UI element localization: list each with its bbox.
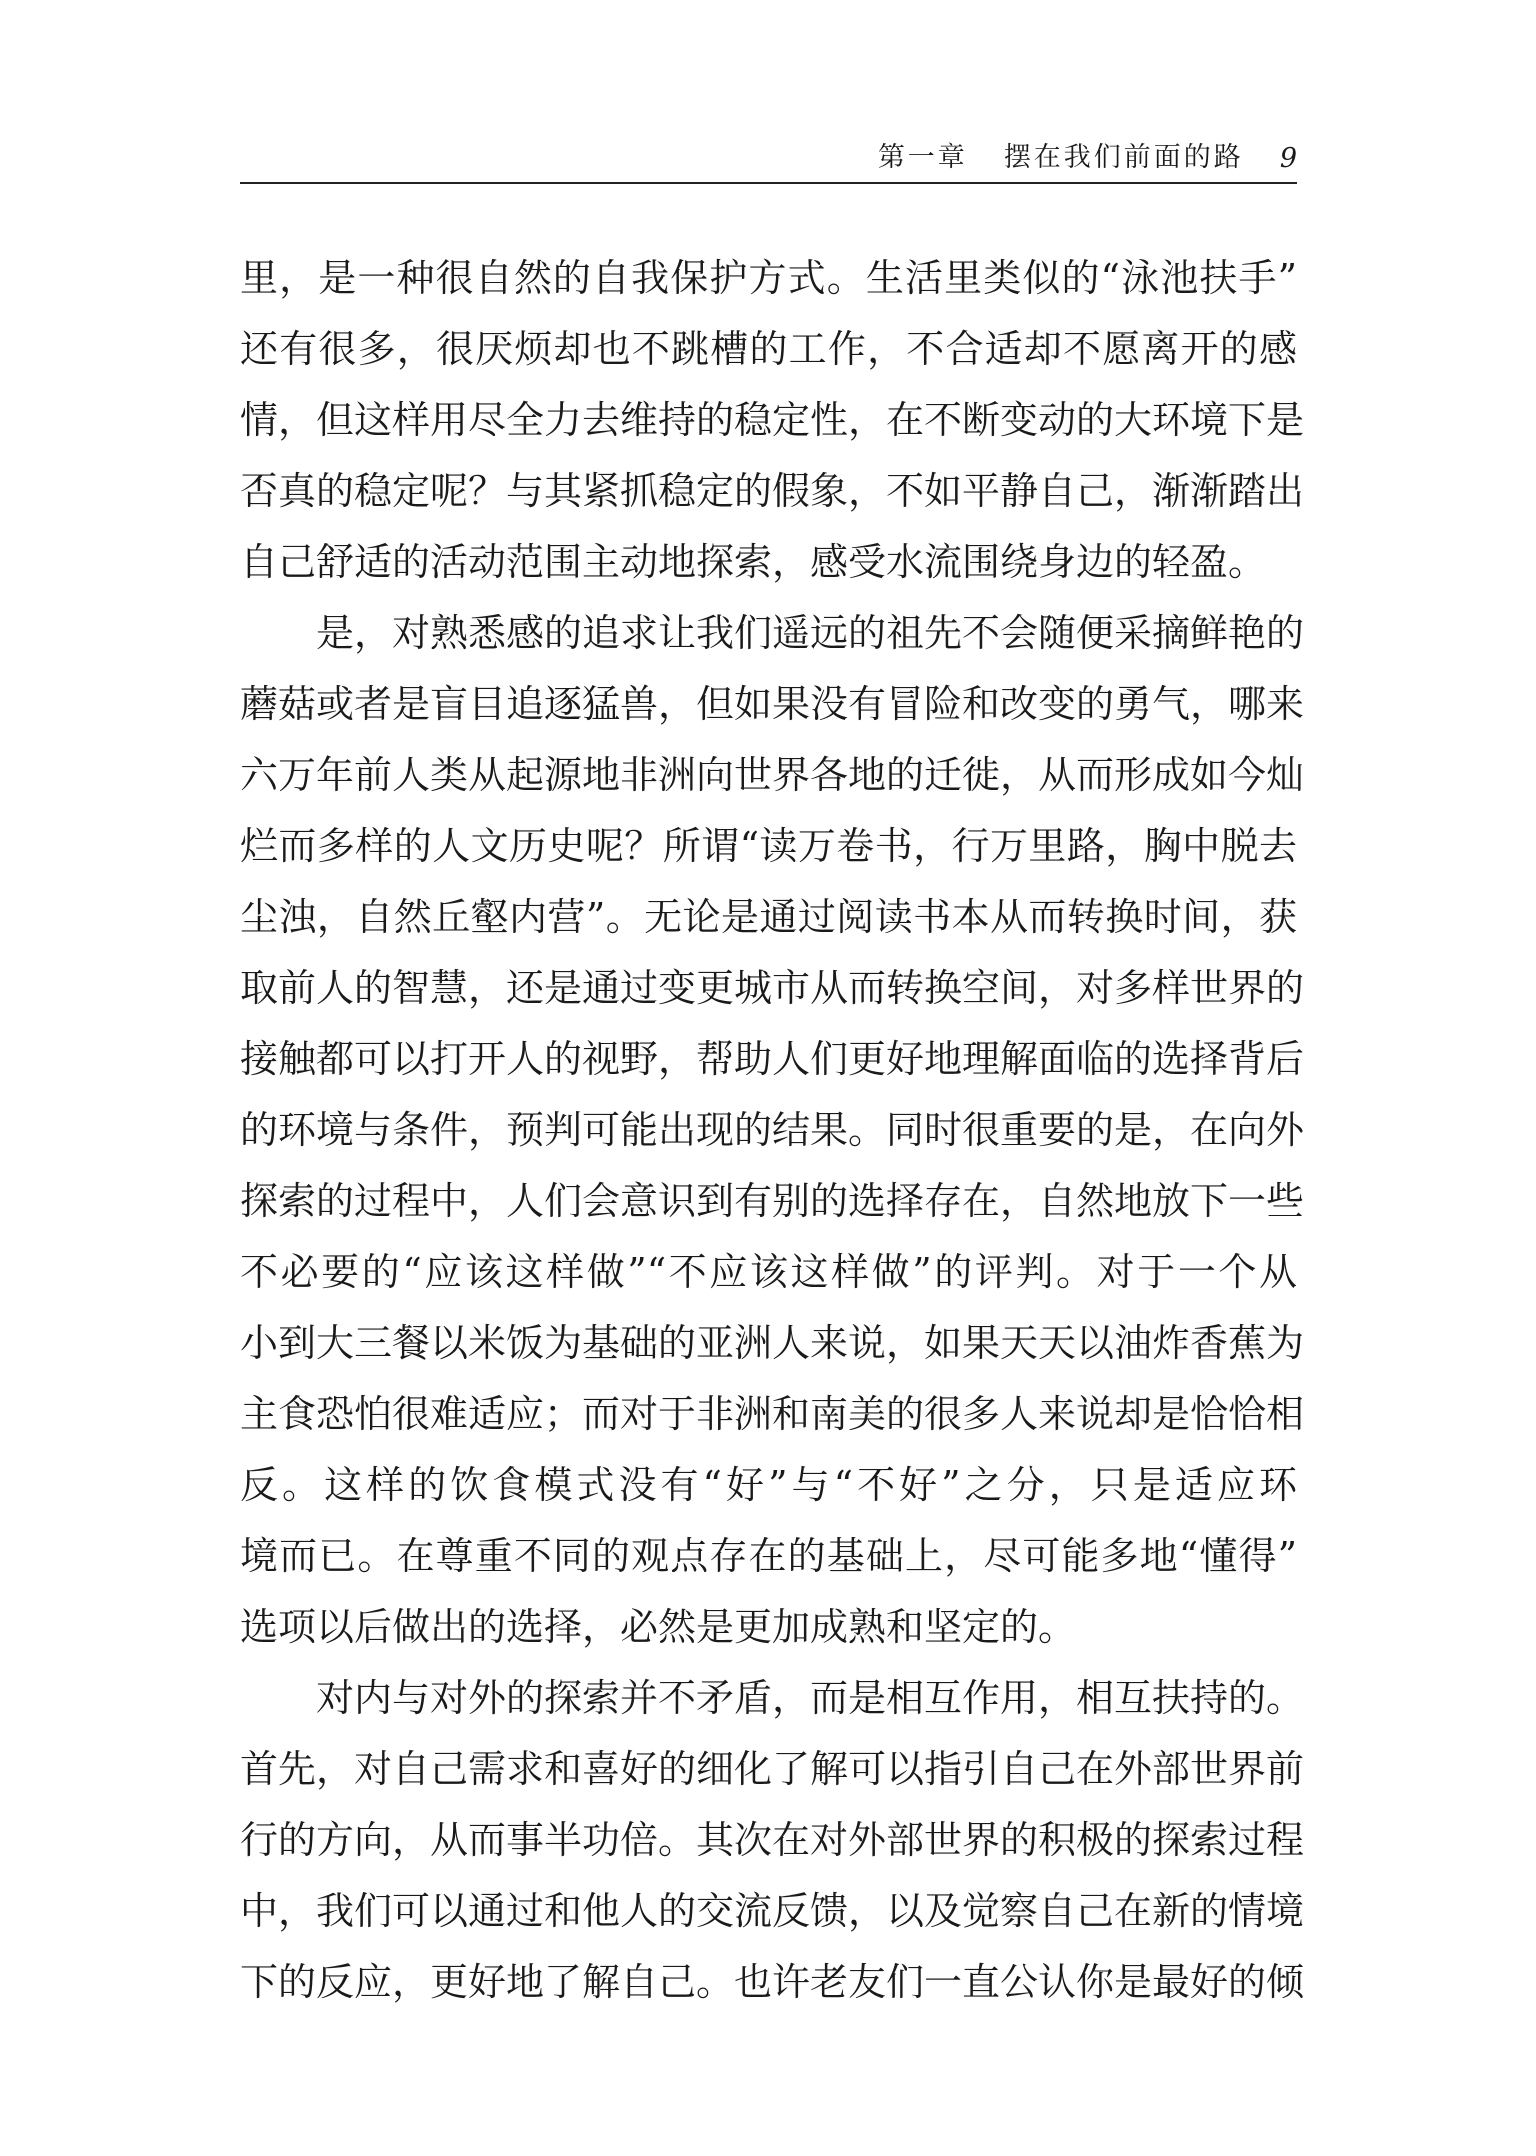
text-line: 取前人的智慧，还是通过变更城市从而转换空间，对多样世界的 <box>240 966 1305 1010</box>
text-line: 反。这样的饮食模式没有“好”与“不好”之分，只是适应环 <box>240 1463 1297 1507</box>
text-line: 行的方向，从而事半功倍。其次在对外部世界的积极的探索过程 <box>240 1818 1305 1862</box>
text-line: 尘浊，自然丘壑内营”。无论是通过阅读书本从而转换时间，获 <box>240 895 1297 939</box>
text-line: 接触都可以打开人的视野，帮助人们更好地理解面临的选择背后 <box>240 1037 1305 1081</box>
page-number: 9 <box>1279 143 1297 174</box>
text-line: 首先，对自己需求和喜好的细化了解可以指引自己在外部世界前 <box>240 1747 1305 1791</box>
text-line: 选项以后做出的选择，必然是更加成熟和坚定的。 <box>240 1605 1077 1649</box>
chapter-title: 摆在我们前面的路 <box>1003 142 1244 173</box>
text-line: 情，但这样用尽全力去维持的稳定性，在不断变动的大环境下是 <box>240 398 1305 442</box>
body-text <box>240 243 1305 2018</box>
text-line: 烂而多样的人文历史呢？所谓“读万卷书，行万里路，胸中脱去 <box>240 824 1297 868</box>
text-line: 境而已。在尊重不同的观点存在的基础上，尽可能多地“懂得” <box>240 1534 1297 1578</box>
text-line: 对内与对外的探索并不矛盾，而是相互作用，相互扶持的。 <box>316 1676 1305 1720</box>
running-header <box>240 136 1297 184</box>
text-line: 主食恐怕很难适应；而对于非洲和南美的很多人来说却是恰恰相 <box>240 1392 1305 1436</box>
text-line: 六万年前人类从起源地非洲向世界各地的迁徙，从而形成如今灿 <box>240 753 1305 797</box>
text-line: 还有很多，很厌烦却也不跳槽的工作，不合适却不愿离开的感 <box>240 327 1297 371</box>
text-line: 的环境与条件，预判可能出现的结果。同时很重要的是，在向外 <box>240 1108 1305 1152</box>
text-line: 小到大三餐以米饭为基础的亚洲人来说，如果天天以油炸香蕉为 <box>240 1321 1305 1365</box>
text-line: 不必要的“应该这样做”“不应该这样做”的评判。对于一个从 <box>240 1250 1297 1294</box>
text-line: 里，是一种很自然的自我保护方式。生活里类似的“泳池扶手” <box>240 256 1297 300</box>
text-line: 蘑菇或者是盲目追逐猛兽，但如果没有冒险和改变的勇气，哪来 <box>240 682 1305 726</box>
text-line: 否真的稳定呢？与其紧抓稳定的假象，不如平静自己，渐渐踏出 <box>240 469 1305 513</box>
text-line: 是，对熟悉感的追求让我们遥远的祖先不会随便采摘鲜艳的 <box>316 611 1305 655</box>
text-line: 自己舒适的活动范围主动地探索，感受水流围绕身边的轻盈。 <box>240 540 1267 584</box>
text-line: 探索的过程中，人们会意识到有别的选择存在，自然地放下一些 <box>240 1179 1305 1223</box>
text-line: 下的反应，更好地了解自己。也许老友们一直公认你是最好的倾 <box>240 1960 1305 2004</box>
text-line: 中，我们可以通过和他人的交流反馈，以及觉察自己在新的情境 <box>240 1889 1305 1933</box>
chapter-label: 第一章 <box>877 142 968 173</box>
